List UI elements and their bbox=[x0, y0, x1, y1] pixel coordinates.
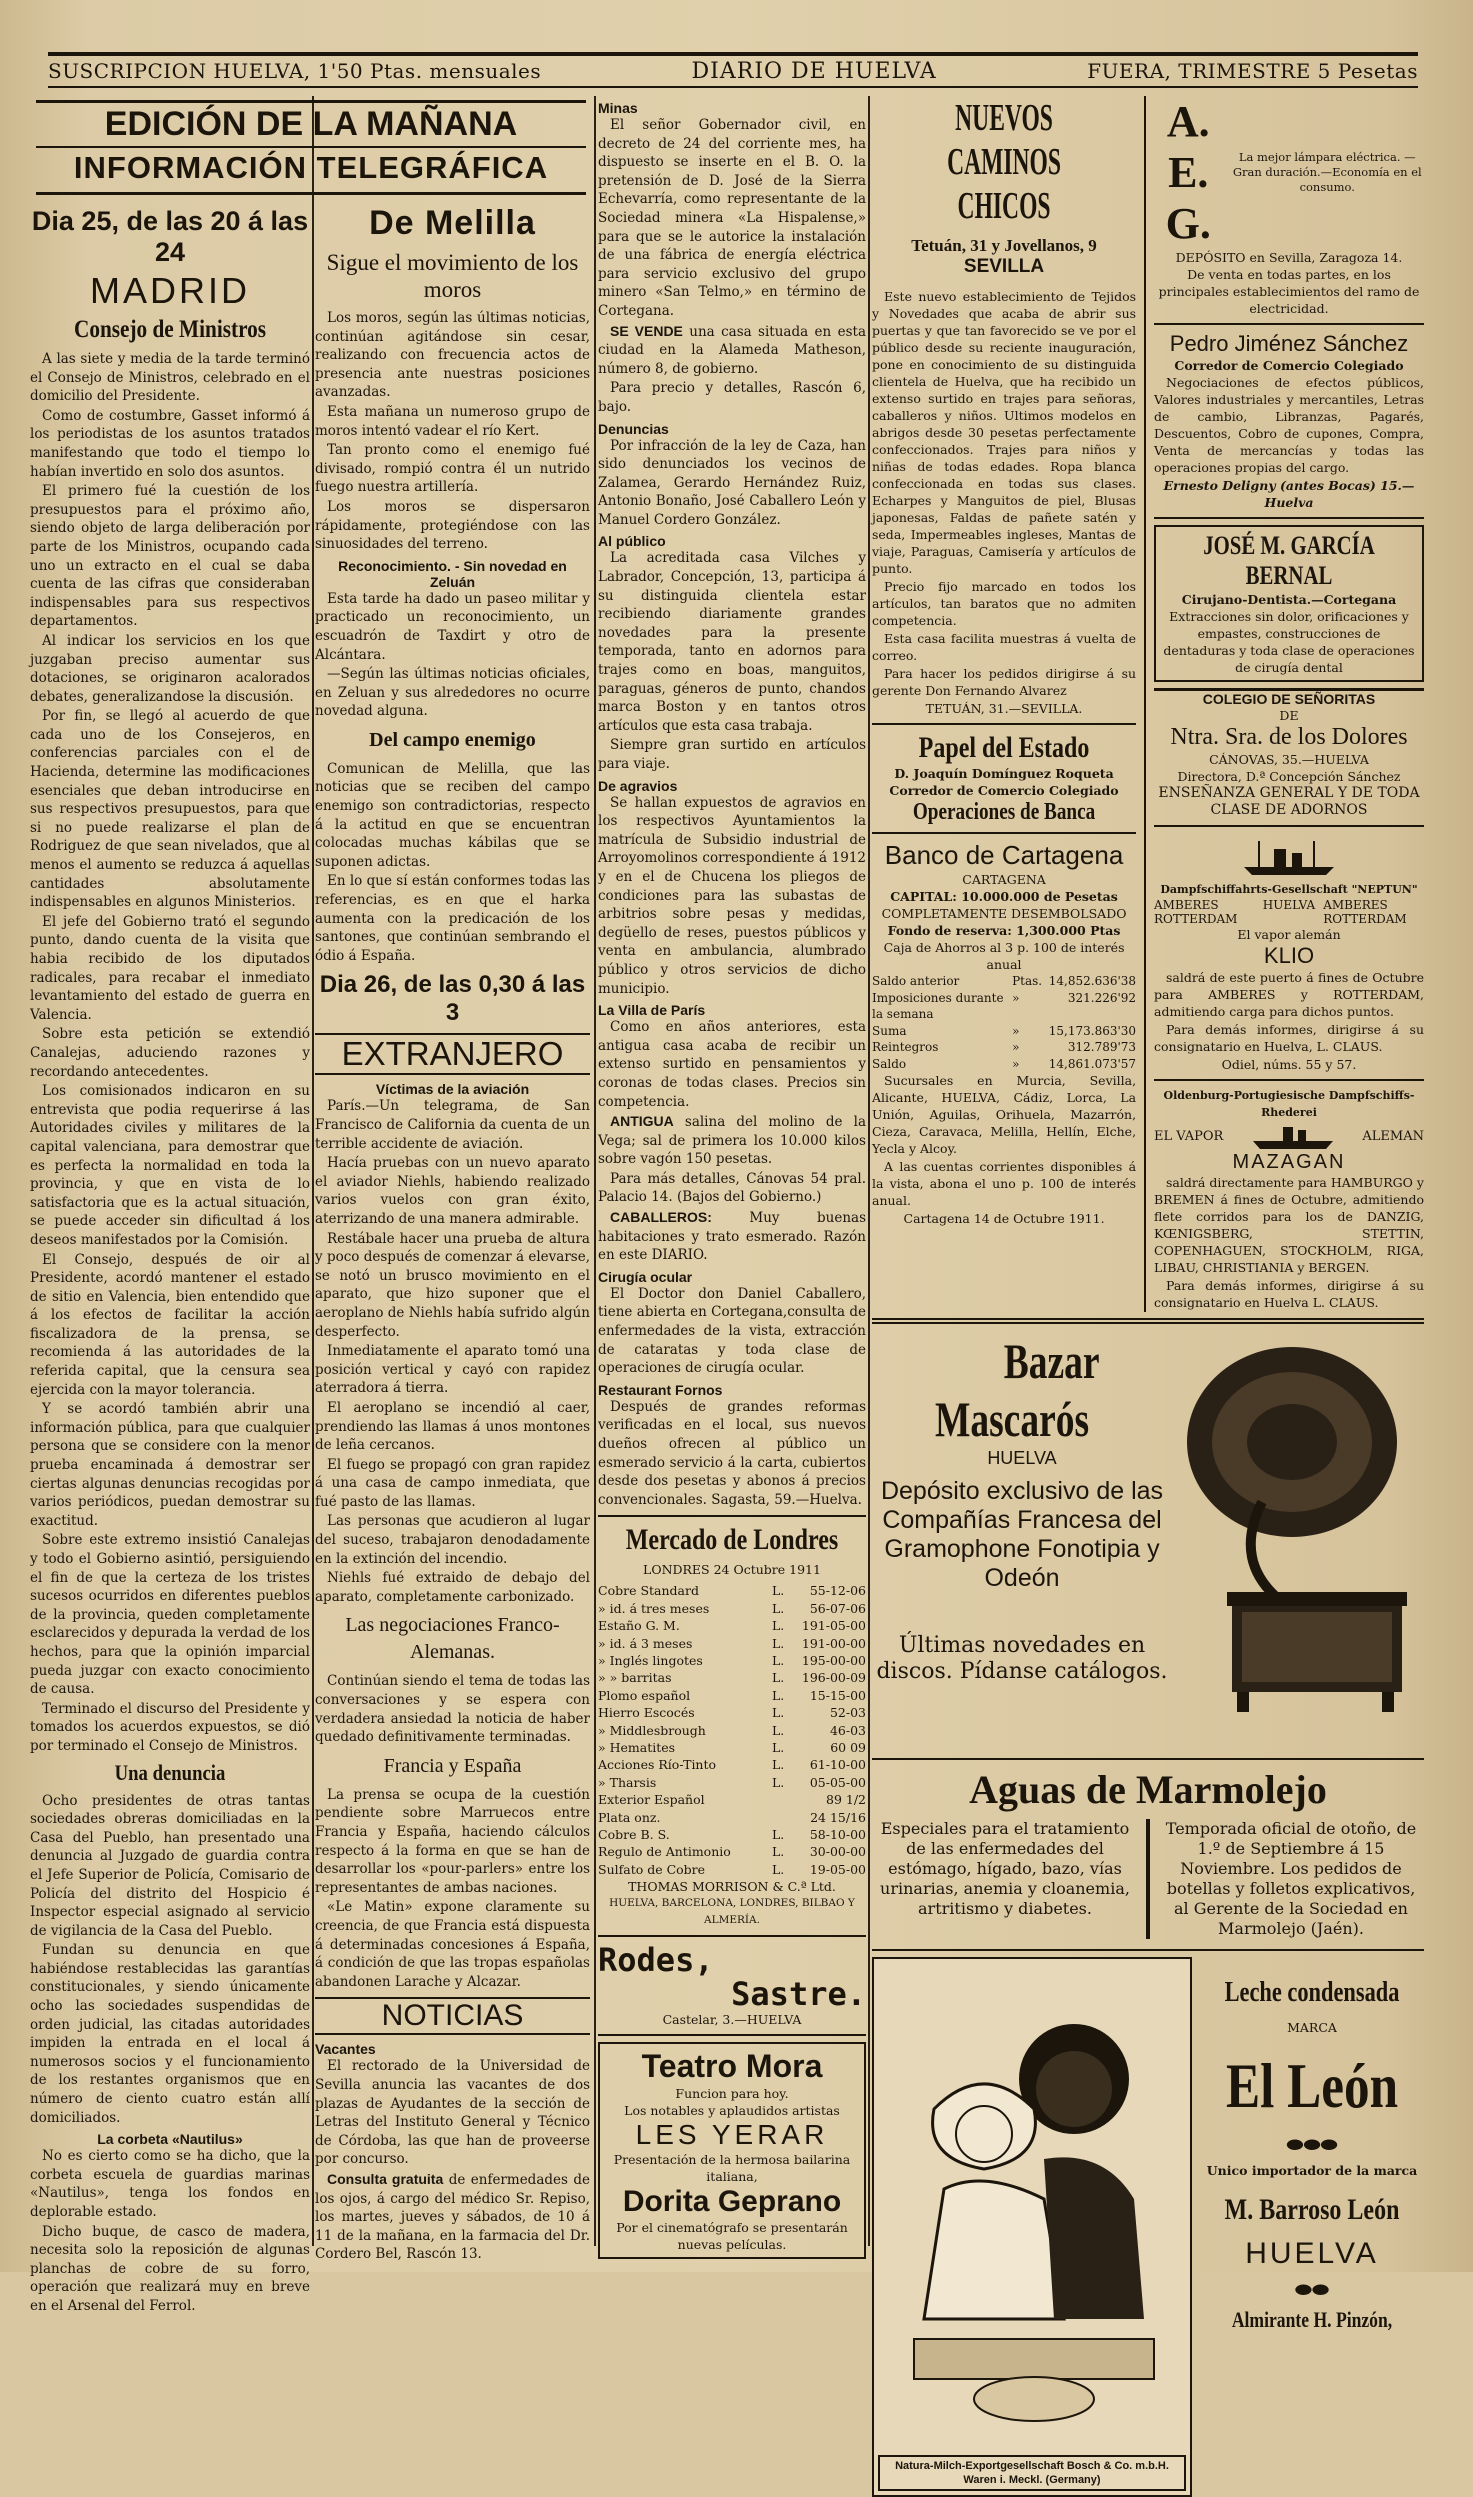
bank-table bbox=[872, 973, 1136, 1072]
bank-name: Banco de Cartagena bbox=[884, 840, 1124, 870]
paragraph: Los moros se dispersaron rápidamente, protegiéndose con las sinuosidades del terreno. bbox=[315, 498, 590, 553]
article-heading: Consejo de Ministros bbox=[73, 316, 267, 343]
ad-text: Especiales para el tratamiento de las enfermedades del estómago, hígado, bazo, vías urinarias, anemia y cloanemia, artritismo y diabetes. bbox=[880, 1819, 1130, 1918]
ad-text: saldrá directamente para HAMBURGO y BREMEN á fines de Octubre, admitiendo flete corridos para los de DANZIG, KŒNIGSBERG, STETTIN, COPENHAGUEN, STOCKHOLM, RIGA, LIBAU, CHRISTIANIA y BERGEN. bbox=[1154, 1175, 1424, 1275]
tailor-address: Castelar, 3.—HUELVA bbox=[662, 2012, 802, 2028]
ad-text: DEPÓSITO en Sevilla, Zaragoza 14. bbox=[1175, 250, 1403, 265]
market-row bbox=[598, 1669, 866, 1686]
ad-nuevos-caminos bbox=[872, 96, 1136, 1312]
paragraph: Sobre este extremo insistió Canalejas y todo el Gobierno asintió, persiguiendo el fin de que la certeza de los tristes sucesos ocurridos en diferentes pueblos de la provincia, queden completamente esclarecidos y depurada la verdad de los hechos, para que la opinión imparcial pueda juzgar con exacto conocimiento de causa. bbox=[30, 1532, 310, 1698]
ad-broker: D. Joaquín Domínguez Roqueta bbox=[894, 766, 1114, 781]
market-price: 30-00-00 bbox=[809, 1844, 866, 1860]
market-price: 15-15-00 bbox=[809, 1687, 866, 1703]
gramophone-icon bbox=[1172, 1332, 1422, 1732]
paragraph: Esta mañana un numeroso grupo de moros intentó vadear el río Kert. bbox=[315, 403, 590, 439]
paragraph: Por fin, se llegó al acuerdo de que cada uno de los Consejeros, en conferencias parciales con el de Hacienda, determine las modificaciones esenciales que deban introducirse en sus respectivos presupuestos, para que si no puede realizarse el plan de Rodriguez de que sean nivelados, que al menos el aumento se reduzca á aquellas cantidades absolutamente indispensables en algunos Ministerios. bbox=[30, 708, 310, 911]
article-heading: Denuncias bbox=[598, 420, 669, 437]
ad-city: HUELVA bbox=[987, 1448, 1057, 1468]
ad-text: Extracciones sin dolor, orificaciones y empastes, construcciones de dentaduras y toda clase de operaciones de cirugía dental bbox=[1163, 609, 1415, 675]
market-unit: L. bbox=[772, 1722, 785, 1738]
market-item: Acciones Río-Tinto bbox=[598, 1757, 717, 1773]
market-unit: L. bbox=[772, 1600, 785, 1616]
article-heading: Una denuncia bbox=[114, 1759, 226, 1785]
market-price: 52-03 bbox=[829, 1705, 866, 1721]
importer-name: M. Barroso León bbox=[1224, 2193, 1400, 2226]
ad-text: Depósito exclusivo de las Compañías Francesa del Gramophone Fonotipia y Odeón bbox=[880, 1477, 1164, 1592]
ad-text: De venta en todas partes, en los principales establecimientos del ramo de electricidad. bbox=[1158, 267, 1420, 316]
paragraph: Tan pronto como el enemigo fué divisado, rompió contra él un nutrido fuego nuestra artillería. bbox=[315, 442, 590, 496]
ad-text: ENSEÑANZA GENERAL Y DE TODA CLASE DE ADORNOS bbox=[1158, 785, 1420, 818]
article-heading: Restaurant Fornos bbox=[598, 1381, 723, 1398]
ad-address: Almirante H. Pinzón, bbox=[1231, 2307, 1393, 2332]
ad-text: El vapor alemán bbox=[1237, 927, 1341, 942]
paragraph: Dicho buque, de casco de madera, necesita solo la reposición de algunas planchas de cobre de su forro, operación que realizará muy en breve en el Arsenal del Ferrol. bbox=[30, 2223, 310, 2314]
paragraph: La acreditada casa Vilches y Labrador, Concepción, 13, participa á su distinguida clientela estar recibiendo diariamente grandes novedades para la presente temporada, tanto en adornos para trajes como en boas, manguitos, paraguas, géneros de punto, chandos marca Boston y en tantos otros artículos que esta casa trabaja. bbox=[598, 550, 866, 734]
ship-icon bbox=[1154, 833, 1424, 877]
subscription-outside: FUERA, TRIMESTRE 5 Pesetas bbox=[1087, 59, 1418, 83]
market-price: 55-12-06 bbox=[809, 1583, 866, 1599]
bank-reserve: Fondo de reserva: 1,300.000 Ptas bbox=[887, 923, 1121, 938]
bank-note: COMPLETAMENTE DESEMBOLSADO bbox=[881, 906, 1127, 921]
ad-text: Sucursales en Murcia, Sevilla, Alicante, HUELVA, Cádiz, Lorca, La Unión, Aguilas, Orihuela, Mazarrón, Cieza, Caravaca, Melilla, Hellín, Elche, Yecla y Alcoy. bbox=[872, 1073, 1137, 1156]
tailor-ad bbox=[598, 1941, 866, 2014]
theatre-artists: LES YERAR bbox=[635, 2119, 829, 2151]
theatre-ad bbox=[598, 2042, 866, 2259]
paragraph: Continúan siendo el tema de todas las conversaciones y se espera con verdadera ansiedad la noticia de haber quedado definitivamente terminadas. bbox=[315, 1673, 590, 1746]
article-heading: La Villa de París bbox=[598, 1002, 706, 1019]
paragraph: El señor Gobernador civil, en decreto de 24 del corriente mes, ha dispuesto se inserte en el B. O. la pretensión de D. José de la Sierra Echevarría, como representante de la Sociedad minera «La Hispalense,» para que se le autorice la instalación de una fábrica de energía eléctrica para servicio exclusivo del grupo minero «San Telmo,» en término de Cortegana. bbox=[598, 117, 866, 319]
market-unit: L. bbox=[772, 1774, 785, 1790]
market-price: 56-07-06 bbox=[809, 1600, 866, 1616]
bank-label: Suma bbox=[872, 1023, 907, 1038]
paragraph: Niehls fué extraido de debajo del aparato, completamente carbonizado. bbox=[315, 1570, 590, 1605]
market-row bbox=[598, 1861, 866, 1878]
market-item: » Hematites bbox=[598, 1740, 676, 1756]
market-price: 191-00-00 bbox=[801, 1635, 866, 1651]
market-unit: L. bbox=[772, 1687, 785, 1703]
ad-bazar-mascaros bbox=[872, 1332, 1424, 1752]
paragraph: En lo que sí están conformes todas las referencias, es en que el harka aumenta con la predicación de los santones, que continúan sembrando el ódio á España. bbox=[315, 873, 590, 964]
market-price: 24 15/16 bbox=[810, 1809, 866, 1825]
market-cities: HUELVA, BARCELONA, LONDRES, BILBAO Y ALMERÍA. bbox=[609, 1897, 855, 1927]
dispatch-date: Dia 26, de las 0,30 á las 3 bbox=[319, 971, 586, 1027]
ad-address: Ernesto Deligny (antes Bocas) 15.—Huelva bbox=[1163, 478, 1415, 510]
market-row bbox=[598, 1791, 866, 1808]
paragraph: Comunican de Melilla, que las noticias que se reciben del campo enemigo son contradictorias, respecto á la actitud en que se encuentran colocadas muchas kábilas que se suponen adictas. bbox=[315, 760, 590, 870]
paragraph: Por infracción de la ley de Caza, han sido denunciados los vecinos de Zalamea, Gerardo Hernández Ruiz, Antonio Bonaño, José Caballero León y Manuel Cordero González. bbox=[598, 437, 866, 528]
paragraph: El jefe del Gobierno trató el segundo punto, dando cuenta de la visita que habia recibido de los diputados radicales, para recabar el inmediato levantamiento del estado de guerra en Valencia. bbox=[30, 913, 310, 1023]
market-unit: L. bbox=[772, 1635, 785, 1651]
paragraph: Como en años anteriores, esta antigua casa acaba de recibir un extenso surtido en pensamientos y coronas de todas clases. Precios sin competencia. bbox=[598, 1019, 866, 1110]
ad-service: Operaciones de Banca bbox=[912, 799, 1096, 825]
bank-amount: 15,173.863'30 bbox=[1048, 1023, 1137, 1038]
market-unit: L. bbox=[772, 1740, 785, 1756]
section-title: EXTRANJERO bbox=[315, 1033, 590, 1075]
tailor-name: Rodes, bbox=[598, 1941, 714, 1980]
theatre-line: Presentación de la hermosa bailarina italiana, bbox=[613, 2152, 851, 2185]
bank-unit: » bbox=[1012, 1023, 1020, 1038]
market-item: » id. á tres meses bbox=[598, 1600, 710, 1616]
market-item: Hierro Escocés bbox=[598, 1705, 695, 1721]
leche-text: Leche condensada MARCA El León ⬬⬬⬬ Unico importador de la marca M. Barroso León HUELVA ⬬⬬ Almirante H. Pinzón, bbox=[1200, 1957, 1424, 2497]
market-row bbox=[598, 1809, 866, 1826]
dispatch-city: MADRID bbox=[90, 270, 250, 311]
market-row bbox=[598, 1774, 866, 1791]
ad-text: Precio fijo marcado en todos los artículos, tan baratos que no admiten competencia. bbox=[872, 579, 1137, 628]
ad-city: HUELVA bbox=[1245, 2237, 1379, 2270]
ad-footer: TETUÁN, 31.—SEVILLA. bbox=[925, 701, 1083, 716]
paragraph: Los moros, según las últimas noticias, continúan agitándose sin cesar, realizando con frecuencia actos de presencia ante nuestras posiciones avanzadas. bbox=[315, 310, 590, 401]
leche-illustration bbox=[872, 1957, 1192, 2497]
paragraph: salina del molino de la Vega; sal de primera los 10.000 kilos sobre vagón 150 pesetas. bbox=[598, 1114, 866, 1168]
market-item: » Middlesbrough bbox=[598, 1722, 706, 1738]
theatre-line: Por el cinematógrafo se presentarán nuevas películas. bbox=[616, 2220, 848, 2253]
ad-title: JOSÉ M. GARCÍA BERNAL bbox=[1203, 531, 1375, 590]
paragraph: Fundan su denuncia en que habiéndose restablecidas las garantías constitucionales, y siendo únicamente ocho las sociedades suspendidas de orden judicial, las citadas autoridades impiden la entrada en el local á numerosos socios y el funcionamiento de los restantes organismos que en número de ciento cuatro están allí domiciliados. bbox=[30, 1942, 310, 2126]
ad-text: Para demás informes, dirigirse á su consignatario en Huelva L. CLAUS. bbox=[1154, 1278, 1424, 1310]
bank-amount: 14,861.073'57 bbox=[1048, 1056, 1137, 1071]
bank-row bbox=[872, 973, 1136, 990]
article-heading: Al público bbox=[598, 533, 666, 550]
edition-title: EDICIÓN DE LA MAÑANA bbox=[36, 100, 586, 148]
manufacturer-label: Natura-Milch-Exportgesellschaft Bosch & Co. m.b.H. Waren i. Meckl. (Germany) bbox=[878, 2455, 1186, 2491]
article-heading: La corbeta «Nautilus» bbox=[97, 2131, 243, 2148]
paragraph: Inmediatamente el aparato tomó una posición vertical y cayó con rapidez aterradora á tierra. bbox=[315, 1343, 590, 1397]
market-title: Mercado de Londres bbox=[625, 1523, 839, 1557]
ad-title: Pedro Jiménez Sánchez bbox=[1169, 331, 1409, 356]
child-lion-illustration-icon bbox=[874, 1959, 1190, 2439]
ad-text: A las cuentas corrientes disponibles á la vista, abona el uno p. 100 de interés anual. bbox=[872, 1159, 1137, 1208]
bank-city: CARTAGENA bbox=[962, 872, 1046, 887]
market-price: 196-00-09 bbox=[801, 1670, 866, 1686]
market-row bbox=[598, 1704, 866, 1721]
ad-title: Mascarós bbox=[934, 1391, 1090, 1447]
ad-text: Unico importador de la marca bbox=[1206, 2163, 1418, 2178]
market-row bbox=[598, 1600, 866, 1617]
masthead bbox=[48, 52, 1418, 88]
article-heading: Francia y España bbox=[383, 1754, 522, 1777]
paragraph: Para precio y detalles, Rascón 6, bajo. bbox=[598, 380, 866, 415]
bank-amount: 14,852.636'38 bbox=[1048, 974, 1137, 988]
market-price: 46-03 bbox=[829, 1722, 866, 1738]
paragraph: No es cierto como se ha dicho, que la corbeta escuela de guardias marinas «Nautilus», tenga los fondos en deplorable estado. bbox=[30, 2148, 310, 2220]
paragraph: El Consejo, después de oir al Presidente, acordó mantener el estado de sitio en Valencia, bien entendido que á los efectos de facilitar la acción fiscalizadora de la prensa, se recomienda á las autoridades de la referida capital, que la censura sea ejercida con la mayor tolerancia. bbox=[30, 1251, 310, 1398]
paragraph: La prensa se ocupa de la cuestión pendiente sobre Marruecos entre Francia y España, haciendo cálculos respecto á la forma en que se han de desarrollar los «pour-parlers» entre los representantes de ambas naciones. bbox=[315, 1786, 590, 1896]
ship-name: MAZAGAN bbox=[1232, 1151, 1346, 1173]
paragraph: Para más detalles, Cánovas 54 pral. Palacio 14. (Bajos del Gobierno.) bbox=[598, 1170, 866, 1206]
bank-unit: » bbox=[1012, 1040, 1020, 1054]
market-unit: L. bbox=[772, 1705, 785, 1721]
paragraph: Ocho presidentes de otras tantas sociedades obreras domiciliadas en la Casa del Pueblo, han presentado una denuncia al Juzgado de guardia contra el Jefe Superior de Policía, Comisario de Policía del distrito del Hospicio é Inspector especial asignado al servicio de vigilancia de la Casa del Pueblo. bbox=[30, 1792, 310, 1939]
ad-company: Dampfschiffahrts-Gesellschaft "NEPTUN" bbox=[1160, 883, 1418, 896]
market-row bbox=[598, 1756, 866, 1773]
paragraph: El fuego se propagó con gran rapidez á una casa de campo inmediata, que fué pasto de las llamas. bbox=[315, 1456, 590, 1510]
bank-savings: Caja de Ahorros al 3 p. 100 de interés anual bbox=[883, 940, 1125, 972]
market-item: Estaño G. M. bbox=[598, 1618, 680, 1634]
article-heading: CABALLEROS: bbox=[610, 1209, 712, 1226]
section-title: NOTICIAS bbox=[315, 1997, 590, 2035]
market-unit: L. bbox=[772, 1757, 785, 1773]
ad-title: COLEGIO DE SEÑORITAS bbox=[1154, 688, 1424, 707]
ad-text: DE bbox=[1279, 708, 1299, 723]
ad-port: HUELVA bbox=[1262, 898, 1316, 912]
ad-text: ALEMAN bbox=[1362, 1128, 1424, 1144]
article-heading: SE VENDE bbox=[610, 322, 683, 339]
theatre-star: Dorita Geprano bbox=[622, 2185, 842, 2219]
column-rule bbox=[868, 96, 870, 2246]
market-row bbox=[598, 1826, 866, 1843]
market-unit: L. bbox=[772, 1861, 785, 1877]
article-heading: De agravios bbox=[598, 777, 678, 794]
ad-text: La mejor lámpara eléctrica. —Gran duración.—Economía en el consumo. bbox=[1232, 150, 1422, 194]
brand-name: El León bbox=[1225, 2050, 1399, 2121]
ad-text: EL VAPOR bbox=[1154, 1128, 1224, 1144]
theatre-line: Los notables y aplaudidos artistas bbox=[624, 2103, 840, 2119]
market-firm: THOMAS MORRISON & C.ª Ltd. bbox=[628, 1879, 836, 1895]
ad-port: AMBERES ROTTERDAM bbox=[1323, 898, 1407, 926]
market-item: Cobre B. S. bbox=[598, 1827, 670, 1843]
ad-title: NUEVOS CAMINOS CHICOS bbox=[947, 97, 1061, 227]
market-row bbox=[598, 1722, 866, 1739]
market-unit: L. bbox=[772, 1653, 785, 1668]
paragraph: Terminado el discurso del Presidente y tomados los acuerdos expuestos, se dió por terminado el Consejo de Ministros. bbox=[30, 1700, 310, 1754]
market-price: 195-00-00 bbox=[801, 1653, 866, 1668]
market-item: » » barritas bbox=[598, 1670, 672, 1686]
bank-label: Saldo bbox=[872, 1056, 907, 1071]
ad-address: CÁNOVAS, 35.—HUELVA bbox=[1209, 752, 1369, 767]
market-unit bbox=[772, 1791, 794, 1808]
theatre-line: Funcion para hoy. bbox=[675, 2086, 789, 2102]
market-item: » Inglés lingotes bbox=[598, 1653, 703, 1668]
market-price: 191-05-00 bbox=[801, 1618, 866, 1634]
article-subheading: Sigue el movimiento de los moros bbox=[326, 250, 579, 302]
market-price: 60 09 bbox=[830, 1740, 866, 1756]
ad-city: SEVILLA bbox=[963, 256, 1045, 277]
bank-capital: CAPITAL: 10.000.000 de Pesetas bbox=[890, 889, 1118, 904]
market-price: 89 1/2 bbox=[826, 1792, 866, 1808]
article-heading: ANTIGUA bbox=[610, 1113, 674, 1130]
market-row bbox=[598, 1687, 866, 1704]
paragraph: Las personas que acudieron al lugar del suceso, trabajaron denodadamente en la extinción del incendio. bbox=[315, 1513, 590, 1567]
ship-name: KLIO bbox=[1263, 943, 1315, 968]
market-unit: L. bbox=[772, 1844, 785, 1860]
market-price: 05-05-00 bbox=[809, 1774, 866, 1790]
ad-role: Corredor de Comercio Colegiado bbox=[1174, 358, 1404, 373]
market-price: 58-10-00 bbox=[809, 1827, 866, 1843]
paragraph: Muy buenas habitaciones y trato esmerado. Razón en este DIARIO. bbox=[598, 1210, 866, 1264]
market-item: Plomo español bbox=[598, 1687, 691, 1703]
paragraph: una casa situada en esta ciudad en la Alameda Matheson, número 8, de gobierno. bbox=[598, 323, 866, 377]
school-name: Ntra. Sra. de los Dolores bbox=[1170, 724, 1408, 750]
column-rule bbox=[312, 96, 314, 2246]
tailor-trade: Sastre. bbox=[731, 1975, 866, 2014]
article-heading: Víctimas de la aviación bbox=[375, 1081, 530, 1098]
ad-text: Últimas novedades en discos. Pídanse catálogos. bbox=[876, 1633, 1168, 1684]
article-heading: Del campo enemigo bbox=[369, 728, 536, 751]
article-heading: Minas bbox=[598, 100, 638, 116]
market-price: 19-05-00 bbox=[809, 1861, 866, 1877]
subscription-local: SUSCRIPCION HUELVA, 1'50 Ptas. mensuales bbox=[48, 59, 542, 83]
dispatch-date: Dia 25, de las 20 á las 24 bbox=[31, 206, 309, 267]
ad-title: Leche condensada bbox=[1224, 1977, 1400, 2008]
ad-date: Cartagena 14 de Octubre 1911. bbox=[903, 1211, 1105, 1226]
paragraph: —Según las últimas noticias oficiales, en Zeluan y sus alrededores no ocurre novedad alguna. bbox=[315, 666, 590, 720]
paragraph: de enfermedades de los ojos, á cargo del médico Sr. Repiso, los martes, jueves y sábados, de 10 á 11 de la mañana, en la farmacia del Dr. Cordero Bel, Rascón 13. bbox=[315, 2171, 590, 2263]
newspaper-title: DIARIO DE HUELVA bbox=[691, 58, 937, 84]
paragraph: El aeroplano se incendió al caer, prendiendo las llamas á unos montones de leña cercanos. bbox=[315, 1399, 590, 1454]
market-item: » id. á 3 meses bbox=[598, 1635, 693, 1651]
ad-port: AMBERES ROTTERDAM bbox=[1154, 898, 1238, 926]
market-unit: L. bbox=[772, 1670, 785, 1686]
ad-address: Odiel, núms. 55 y 57. bbox=[1221, 1057, 1357, 1072]
paragraph: Y se acordó también abrir una información pública, para que cualquier persona que se considere con la menor prueba encaminada á demostrar ser ciertas algunas denuncias recogidas por varios periódicos, puedan demostrar su exactitud. bbox=[30, 1401, 310, 1529]
article-heading: Reconocimiento. - Sin novedad en Zeluán bbox=[338, 557, 567, 590]
ad-marmolejo bbox=[872, 1766, 1424, 1939]
ad-role: Corredor de Comercio Colegiado bbox=[889, 783, 1119, 798]
ad-title: Aguas de Marmolejo bbox=[969, 1767, 1327, 1812]
market-unit: L. bbox=[772, 1827, 785, 1843]
ad-text: Temporada oficial de otoño, de 1.º de Septiembre á 15 Noviembre. Los pedidos de botellas y folletos explicativos, al Gerente de la Sociedad en Marmolejo (Jaén). bbox=[1165, 1819, 1417, 1938]
market-row bbox=[598, 1739, 866, 1756]
advertisements bbox=[872, 96, 1424, 2486]
market-row bbox=[598, 1652, 866, 1669]
paragraph: Siempre gran surtido en artículos para viaje. bbox=[598, 737, 866, 772]
edition-header bbox=[30, 100, 590, 195]
theatre-name: Teatro Mora bbox=[641, 2048, 823, 2085]
paragraph: París.—Un telegrama, de San Francisco de California da cuenta de un terrible accidente de aviación. bbox=[315, 1098, 590, 1152]
bank-label: Reintegros bbox=[872, 1040, 939, 1054]
ad-text: Este nuevo establecimiento de Tejidos y Novedades que acaba de abrir sus puertas y que tan favorecido se ve por el público desde su reciente inauguración, pone en conocimiento de su distinguida clientela de Huelva, que ha recibido un extenso surtido en trajes para señoras, caballeros y niños. Ultimos modelos en abrigos desde 30 pesetas perfectamente confeccionados. Trajes para niños y niñas de todas edades. Ropa blanca confeccionada en todas sus clases. Echarpes y Manguitos de piel, Blusas japonesas, Faldas de pañete satén y seda, Impermeables ingleses, Mantas de viaje, Paraguas, Camisería y artículos de punto. bbox=[872, 289, 1137, 576]
ad-text: Esta casa facilita muestras á vuelta de correo. bbox=[872, 631, 1137, 663]
ad-text: Para demás informes, dirigirse á su consignatario en Huelva, L. CLAUS. bbox=[1154, 1022, 1424, 1054]
market-table bbox=[598, 1582, 866, 1878]
market-item: Cobre Standard bbox=[598, 1583, 699, 1599]
paragraph: El Doctor don Daniel Caballero, tiene abierta en Cortegana,consulta de enfermedades de la vista, extracción de cataratas y toda clase de operaciones de cirugía ocular. bbox=[598, 1285, 866, 1377]
bank-row bbox=[872, 1023, 1136, 1040]
paragraph: Hacía pruebas con un nuevo aparato el aviador Niehls, habiendo realizado varios vuelos con gran éxito, aterrizando de una manera admirable. bbox=[315, 1155, 590, 1227]
bank-unit: Ptas. bbox=[1012, 974, 1043, 988]
paragraph: Sobre esta petición se extendió Canalejas, aduciendo razones y recordando antecedentes. bbox=[30, 1026, 310, 1080]
market-unit bbox=[772, 1809, 794, 1826]
bank-row bbox=[872, 1039, 1136, 1056]
section-title: INFORMACIÓN TELEGRÁFICA bbox=[36, 148, 586, 195]
market-unit: L. bbox=[772, 1618, 785, 1634]
ad-text: Negociaciones de efectos públicos, Valores industriales y mercantiles, Letras de cambio, Libranzas, Pagarés, Descuentos, Cobro de cupones, Compra, Venta de mercancías y todas las operaciones propias del cargo. bbox=[1154, 375, 1424, 475]
bank-amount: 312.789'73 bbox=[1067, 1040, 1137, 1054]
paragraph: Esta tarde ha dado un paseo militar y practicado un reconocimiento, un escuadrón de Taxdirt y otro de Alcántara. bbox=[315, 590, 590, 663]
market-row bbox=[598, 1617, 866, 1634]
ad-leche-condensada bbox=[872, 1957, 1424, 2497]
market-row bbox=[598, 1635, 866, 1652]
ad-role: Cirujano-Dentista.—Cortegana bbox=[1181, 592, 1397, 607]
ad-address: Tetuán, 31 y Jovellanos, 9 bbox=[911, 236, 1097, 255]
paragraph: Restábale hacer una prueba de altura y poco después de comenzar á elevarse, se notó un brusco movimiento en el aparato, que hizo suponer que el aeroplano de Niehls había sufrido algún desperfecto. bbox=[315, 1230, 590, 1340]
aeg-logo: A. E. G. bbox=[1165, 97, 1211, 248]
ad-dentist bbox=[1154, 525, 1424, 682]
paragraph: Como de costumbre, Gasset informó á los periodistas de los asuntos tratados manifestando que todo el tiempo lo habían invertido en solo dos asuntos. bbox=[30, 407, 310, 480]
paragraph: Después de grandes reformas verificadas en el local, sus nuevos dueños ofrecen al público un esmerado servicio á la carta, cubiertos desde dos pesetas y abonos á precios convencionales. Sagasta, 59.—Huelva. bbox=[598, 1398, 866, 1508]
ad-column-right bbox=[1154, 96, 1424, 1312]
bank-row bbox=[872, 1056, 1136, 1073]
ad-text: MARCA bbox=[1287, 2020, 1337, 2035]
market-item: Sulfato de Cobre bbox=[598, 1861, 706, 1877]
market-item: Plata onz. bbox=[598, 1809, 661, 1825]
bank-label: Imposiciones durante la semana bbox=[872, 990, 1004, 1021]
bank-row bbox=[872, 990, 1136, 1023]
article-heading: De Melilla bbox=[369, 204, 536, 242]
market-row bbox=[598, 1843, 866, 1860]
article-heading: Las negociaciones Franco-Alemanas. bbox=[345, 1614, 560, 1664]
ad-company: Oldenburg-Portugiesische Dampfschiffs-Rhederei bbox=[1163, 1089, 1415, 1119]
article-heading: Cirugía ocular bbox=[598, 1268, 693, 1285]
article-heading: Vacantes bbox=[315, 2041, 376, 2058]
market-date: LONDRES 24 Octubre 1911 bbox=[643, 1562, 821, 1578]
market-unit: L. bbox=[772, 1583, 785, 1599]
market-price: 61-10-00 bbox=[809, 1757, 866, 1773]
article-heading: Consulta gratuita bbox=[327, 2170, 444, 2187]
paragraph: «Le Matin» expone claramente su creencia, de que Francia está dispuesta á determinadas concesiones á España, á condición de que las tropas españolas abandonen Larache y Alcazar. bbox=[315, 1899, 590, 1990]
market-item: Exterior Español bbox=[598, 1792, 705, 1808]
column-3 bbox=[598, 96, 866, 2256]
paragraph: A las siete y media de la tarde terminó el Consejo de Ministros, celebrado en el domicilio del Presidente. bbox=[30, 351, 310, 405]
paragraph: Los comisionados indicaron en su entrevista que podia requerirse á las Autoridades civiles y militares de la capital valenciana, para demostrar que es perfecta la normalidad en toda la provincia, y que en vista de lo satisfactoria que es la actual situación, se puede acceder sin dificultad á los deseos manifestados por la Comisión. bbox=[30, 1083, 310, 1248]
column-1 bbox=[30, 200, 310, 2314]
market-row bbox=[598, 1582, 866, 1599]
paragraph: El rectorado de la Universidad de Sevilla anuncia las vacantes de dos plazas de Ayudantes de la sección de Letras del Instituto General y Técnico de Córdoba, las que han de proveerse por concurso. bbox=[315, 2058, 590, 2168]
ad-text: Directora, D.ª Concepción Sánchez bbox=[1177, 769, 1401, 784]
ship-icon bbox=[1248, 1121, 1338, 1151]
paragraph: Se hallan expuestos de agravios en los respectivos Ayuntamientos la matrícula de Subsidio industrial de Arroyomolinos correspondiente á 1912 y en el de Chucena los pliegos de condiciones para las subastas de arbitrios sobre pesas y medidas, degüello de reses, puestos públicos y venta en ambulancia, alumbrado público y otros servicios de dicho municipio. bbox=[598, 794, 866, 997]
bank-unit: » bbox=[1012, 990, 1020, 1005]
ad-title: Bazar bbox=[1003, 1333, 1100, 1389]
market-item: » Tharsis bbox=[598, 1774, 657, 1790]
ad-text: saldrá de este puerto á fines de Octubre para AMBERES y ROTTERDAM, admitiendo carga para dichos puntos. bbox=[1154, 970, 1424, 1019]
ad-text: Para hacer los pedidos dirigirse á su gerente Don Fernando Alvarez bbox=[872, 666, 1137, 698]
bank-amount: 321.226'92 bbox=[1067, 990, 1137, 1005]
paragraph: El primero fué la cuestión de los presupuestos para el próximo año, siendo objeto de larga deliberación por parte de los Ministros, ocupando cada uno un extracto en el cual se daba cuenta de las cifras que consideraban indispensables para sus respectivos departamentos. bbox=[30, 483, 310, 630]
bank-label: Saldo anterior bbox=[872, 974, 960, 988]
column-2 bbox=[315, 200, 590, 2263]
market-item: Regulo de Antimonio bbox=[598, 1844, 731, 1860]
paragraph: Al indicar los servicios en los que juzgaban preciso aumentar sus dotaciones, se originaron acalorados debates, generalizandose la discusión. bbox=[30, 632, 310, 705]
column-rule bbox=[594, 96, 596, 2246]
ad-title: Papel del Estado bbox=[918, 731, 1090, 764]
bank-unit: » bbox=[1012, 1056, 1020, 1071]
